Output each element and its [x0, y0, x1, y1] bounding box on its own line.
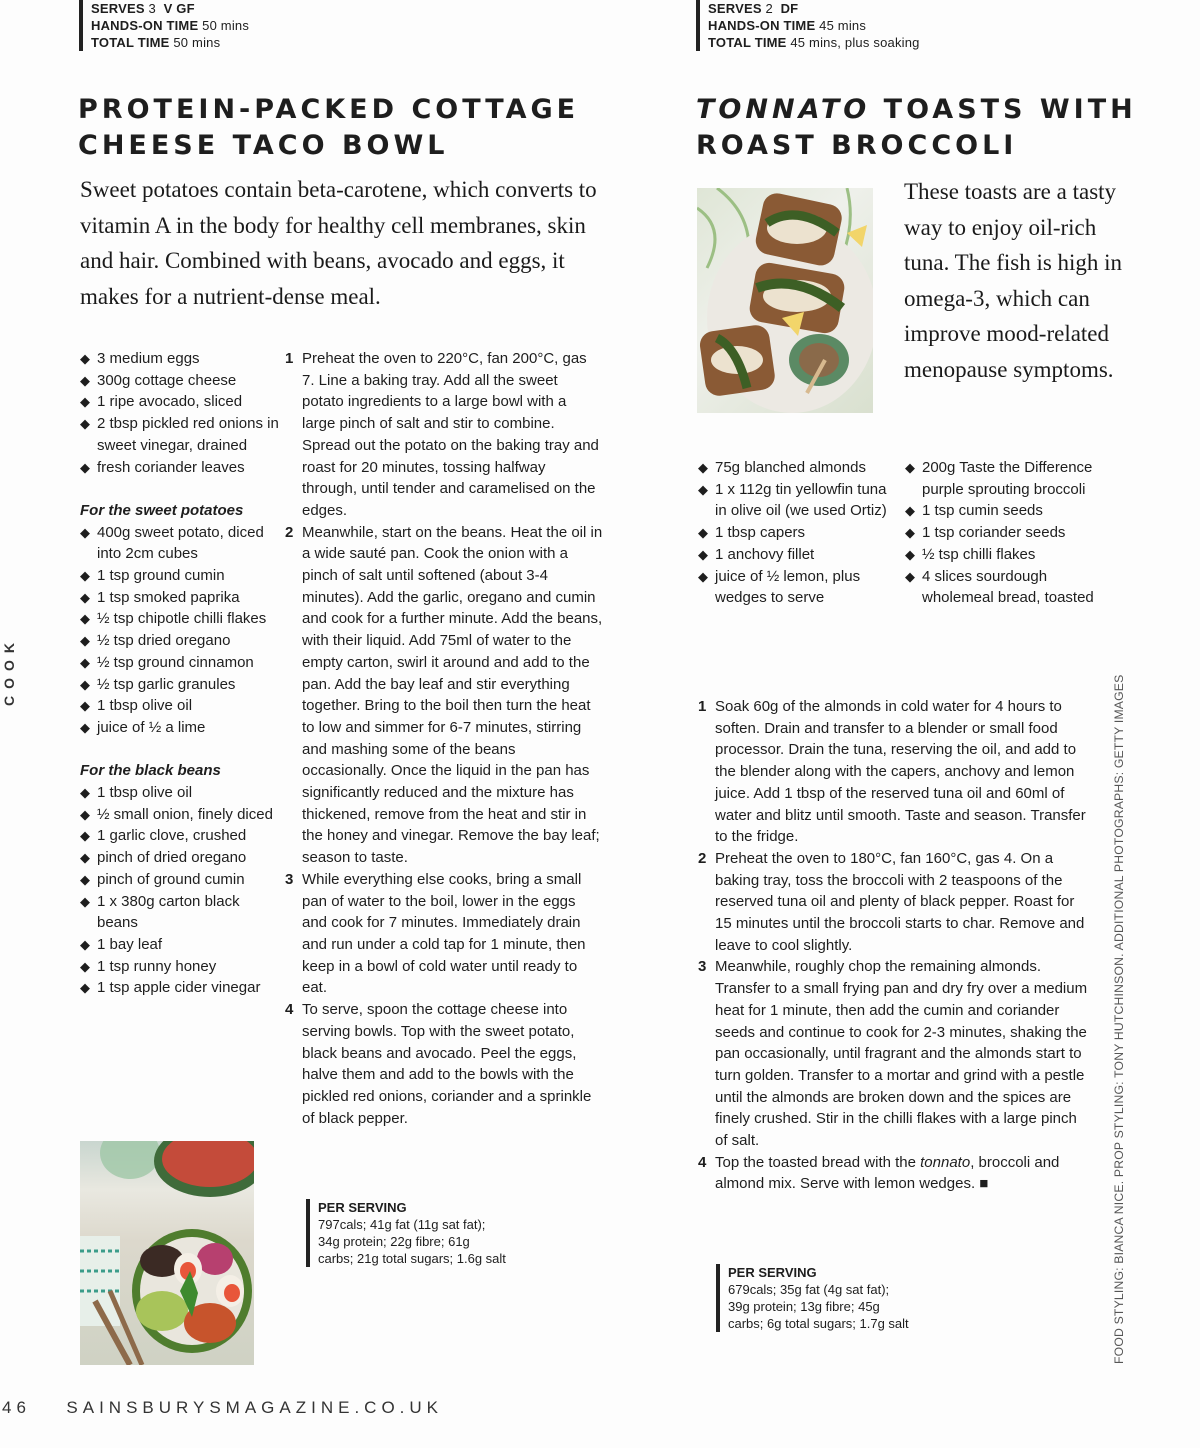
title-italic-word: TONNATO — [696, 94, 871, 125]
method-step — [285, 348, 603, 522]
ingredient-item: ◆ juice of ½ a lime — [80, 717, 280, 739]
step-text: Soak 60g of the almonds in cold water for 4 hours to soften. Drain and transfer to a blender or small food processor. Drain the tuna, reserving the oil, and add to the blender along with the capers, anchovy and lemon juice. Add 1 tbsp of the reserved tuna oil and 60ml of water and blitz until smooth. Taste and season. Transfer to the fridge. — [715, 698, 1086, 846]
step-text: Preheat the oven to 220°C, fan 200°C, gas 7. Line a baking tray. Add all the sweet potato ingredients to a large bowl with a large pinch of salt and stir to combine. Spread out the potato on the baking tray and roast for 20 minutes, tossing halfway through, until tender and caramelised on the edges. — [302, 350, 599, 519]
step-text-italic: tonnato — [920, 1153, 971, 1171]
title-line-1: TOASTS WITH — [870, 94, 1137, 125]
recipe-2-title — [696, 92, 1196, 164]
serves-value: 2 — [765, 1, 773, 16]
total-time-value: 50 mins — [173, 35, 221, 50]
recipe-2-nutrition — [716, 1264, 968, 1332]
ingredient-item: ◆ 75g blanched almonds — [698, 457, 893, 479]
step-text: , broccoli and almond mix. Serve with lemon wedges. — [715, 1153, 1060, 1193]
ingredient-item: ◆ 400g sweet potato, diced into 2cm cubes — [80, 522, 280, 565]
photo-credits: FOOD STYLING: BIANCA NICE. PROP STYLING: TONY HUTCHINSON. ADDITIONAL PHOTOGRAPHS: GETTY IMAGES — [1112, 674, 1126, 1364]
total-time-value: 45 mins, plus soaking — [790, 35, 920, 50]
ingredient-item: ◆ ½ tsp garlic granules — [80, 674, 280, 696]
step-number: 2 — [285, 523, 294, 541]
ingredient-item: ◆ 1 tsp ground cumin — [80, 565, 280, 587]
ingredient-item: ◆ ½ tsp ground cinnamon — [80, 652, 280, 674]
hands-on-value: 45 mins — [819, 18, 867, 33]
recipe-2-standfirst: These toasts are a tasty way to enjoy oil-rich tuna. The fish is high in omega-3, which can improve mood-related menopause symptoms. — [904, 179, 1123, 382]
step-text: Top the toasted bread with the — [715, 1153, 921, 1171]
ingredient-item: ◆ 1 x 380g carton black beans — [80, 891, 280, 934]
recipe-1-title — [78, 92, 638, 164]
ingredient-item: ◆ 200g Taste the Difference purple sprouting broccoli — [905, 457, 1095, 500]
hands-on-label: HANDS-ON TIME — [91, 18, 199, 33]
ingredient-item: ◆ 300g cottage cheese — [80, 370, 280, 392]
ingredient-item: ◆ juice of ½ lemon, plus wedges to serve — [698, 566, 893, 609]
magazine-website: SAINSBURYSMAGAZINE.CO.UK — [66, 1398, 444, 1417]
recipe-2-method — [698, 696, 1093, 1195]
ingredient-item: ◆ ½ tsp chipotle chilli flakes — [80, 608, 280, 630]
recipe-1-method — [285, 348, 603, 1129]
tonnato-toasts-photo — [697, 188, 873, 413]
recipe-2-ingredients-col2 — [905, 457, 1095, 609]
method-step — [698, 1152, 1093, 1195]
serves-label: SERVES — [708, 1, 762, 16]
ingredient-item: ◆ 1 anchovy fillet — [698, 544, 893, 566]
ingredient-item: ◆ 1 tbsp olive oil — [80, 695, 280, 717]
ingredient-item: ◆ 1 tsp runny honey — [80, 956, 280, 978]
diet-tags: DF — [780, 1, 799, 16]
nutrition-line: carbs; 21g total sugars; 1.6g salt — [318, 1251, 506, 1266]
nutrition-heading: PER SERVING — [318, 1200, 407, 1215]
step-number: 4 — [698, 1153, 707, 1171]
method-step — [698, 956, 1093, 1151]
recipe-2-meta — [696, 0, 1008, 51]
ingredient-item: ◆ 1 tsp coriander seeds — [905, 522, 1095, 544]
recipe-1-meta — [79, 0, 331, 51]
ingredient-item: ◆ 1 tsp cumin seeds — [905, 500, 1095, 522]
step-number: 3 — [698, 958, 707, 976]
taco-bowl-photo — [80, 1141, 254, 1365]
step-text: Meanwhile, start on the beans. Heat the oil in a wide sauté pan. Cook the onion with a pinch of salt until softened (about 3-4 minutes). Add the garlic, oregano and cumin and cook for a further minute. Add the beans, with their liquid. Add 75ml of water to the empty carton, swirl it around and add to the pan. Add the bay leaf and stir everything together. Bring to the boil then turn the heat to low and simmer for 6-7 minutes, stirring and mashing some of the beans occasionally. Once the liquid in the pan has significantly reduced and the mixture has thickened, remove from the heat and stir in the honey and vinegar. Remove the bay leaf; season to taste. — [302, 523, 603, 867]
diet-tags: V GF — [163, 1, 195, 16]
step-text: To serve, spoon the cottage cheese into serving bowls. Top with the sweet potato, black beans and avocado. Peel the eggs, halve them and add to the bowls with the pickled red onions, coriander and a sprinkle of black pepper. — [302, 1001, 592, 1127]
ingredient-item: ◆ 1 tbsp capers — [698, 522, 893, 544]
method-step — [698, 848, 1093, 957]
step-text: Preheat the oven to 180°C, fan 160°C, gas 4. On a baking tray, toss the broccoli with 2 teaspoons of the reserved tuna oil and plenty of black pepper. Roast for 15 minutes until the broccoli starts to char. Remove and leave to cool slightly. — [715, 849, 1085, 954]
ingredient-item: ◆ ½ tsp chilli flakes — [905, 544, 1095, 566]
method-step — [698, 696, 1093, 848]
hands-on-label: HANDS-ON TIME — [708, 18, 816, 33]
nutrition-line: carbs; 6g total sugars; 1.7g salt — [728, 1316, 909, 1331]
page-number: 46 — [2, 1398, 31, 1417]
step-number: 3 — [285, 870, 294, 888]
step-number: 4 — [285, 1001, 294, 1019]
total-time-label: TOTAL TIME — [708, 35, 787, 50]
ingredient-item: ◆ 1 x 112g tin yellowfin tuna in olive oil (we used Ortiz) — [698, 479, 893, 522]
ingredient-item: ◆ 1 bay leaf — [80, 934, 280, 956]
tonnato-illustration — [697, 188, 873, 413]
black-beans-heading: For the black beans — [80, 762, 221, 780]
nutrition-line: 679cals; 35g fat (4g sat fat); — [728, 1282, 890, 1297]
nutrition-heading: PER SERVING — [728, 1265, 817, 1280]
sweet-potatoes-heading: For the sweet potatoes — [80, 501, 244, 519]
taco-bowl-illustration — [80, 1141, 254, 1365]
ingredient-item: ◆ 1 tsp apple cider vinegar — [80, 977, 280, 999]
recipe-1-nutrition — [306, 1199, 558, 1267]
method-step — [285, 999, 603, 1129]
section-tab-cook: COOK — [1, 636, 17, 706]
ingredient-item: ◆ 3 medium eggs — [80, 348, 280, 370]
ingredient-item: ◆ pinch of dried oregano — [80, 847, 280, 869]
page-footer — [2, 1398, 443, 1418]
ingredient-item: ◆ pinch of ground cumin — [80, 869, 280, 891]
end-mark-icon: ■ — [979, 1175, 989, 1193]
step-text: Meanwhile, roughly chop the remaining almonds. Transfer to a small frying pan and dry fry over a medium heat for 1 minute, then add the cumin and coriander seeds and continue to cook for 2-3 minutes, shaking the pan occasionally, until fragrant and the almonds start to turn golden. Transfer to a mortar and grind with a pestle until the almonds are broken down and the spices are finely crushed. Stir in the chilli flakes with a large pinch of salt. — [715, 958, 1088, 1150]
recipe-2-ingredients-col1 — [698, 457, 893, 609]
nutrition-line: 797cals; 41g fat (11g sat fat); — [318, 1217, 486, 1232]
serves-label: SERVES — [91, 1, 145, 16]
step-text: While everything else cooks, bring a small pan of water to the boil, lower in the eggs and cook for 7 minutes. Immediately drain and run under a cold tap for 1 minute, then keep in a bowl of cold water until ready to eat. — [302, 870, 586, 997]
ingredient-item: ◆ 4 slices sourdough wholemeal bread, toasted — [905, 566, 1095, 609]
ingredient-item: ◆ 1 ripe avocado, sliced — [80, 391, 280, 413]
title-line-1: PROTEIN-PACKED COTTAGE — [78, 94, 580, 125]
recipe-1-ingredients — [80, 348, 280, 999]
ingredient-item: ◆ ½ tsp dried oregano — [80, 630, 280, 652]
recipe-1-standfirst: Sweet potatoes contain beta-carotene, which converts to vitamin A in the body for healthy cell membranes, skin and hair. Combined with beans, avocado and eggs, it makes for a nutrient-dense meal. — [80, 177, 597, 309]
ingredient-item: ◆ fresh coriander leaves — [80, 457, 280, 479]
total-time-label: TOTAL TIME — [91, 35, 170, 50]
ingredient-item: ◆ 1 tsp smoked paprika — [80, 587, 280, 609]
step-number: 1 — [698, 698, 707, 715]
nutrition-line: 39g protein; 13g fibre; 45g — [728, 1299, 880, 1314]
title-line-2: CHEESE TACO BOWL — [78, 130, 449, 161]
ingredient-item: ◆ 1 garlic clove, crushed — [80, 825, 280, 847]
nutrition-line: 34g protein; 22g fibre; 61g — [318, 1234, 470, 1249]
ingredient-item: ◆ 2 tbsp pickled red onions in sweet vinegar, drained — [80, 413, 280, 456]
step-number: 2 — [698, 849, 707, 867]
method-step — [285, 522, 603, 869]
ingredient-item: ◆ 1 tbsp olive oil — [80, 782, 280, 804]
step-number: 1 — [285, 350, 294, 367]
hands-on-value: 50 mins — [202, 18, 250, 33]
title-line-2: ROAST BROCCOLI — [696, 130, 1018, 161]
ingredient-item: ◆ ½ small onion, finely diced — [80, 804, 280, 826]
method-step — [285, 869, 603, 999]
serves-value: 3 — [148, 1, 156, 16]
